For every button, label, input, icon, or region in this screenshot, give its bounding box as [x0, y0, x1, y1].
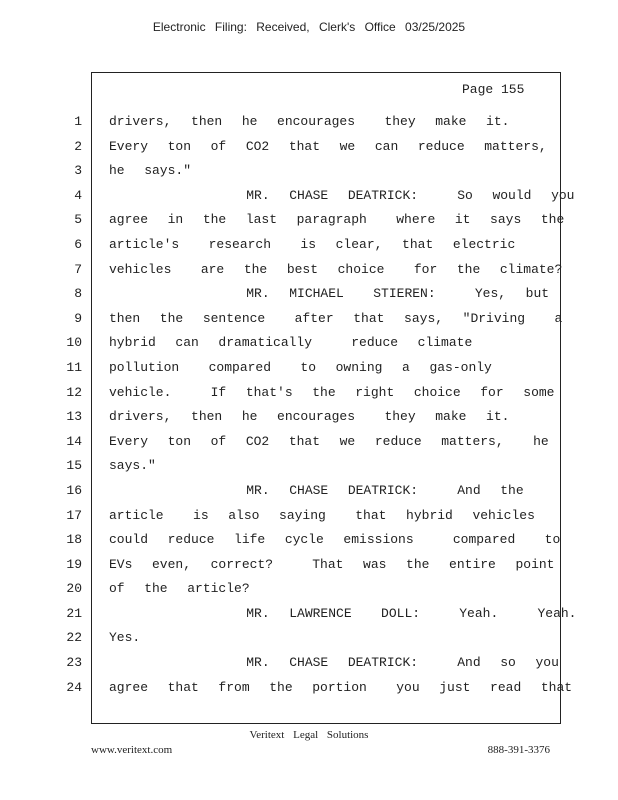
line-number: 18: [66, 532, 82, 548]
line-text: vehicles are the best choice for the climate?: [109, 261, 563, 277]
transcript-line: [0, 282, 618, 307]
transcript-line: [0, 602, 618, 627]
transcript-line: [0, 307, 618, 332]
transcript-line: [0, 454, 618, 479]
line-text: MR. CHASE DEATRICK: And so you: [109, 655, 559, 671]
transcript-line: [0, 233, 618, 258]
transcript-body: [0, 110, 618, 700]
transcript-line: [0, 504, 618, 529]
transcript-line: [0, 381, 618, 406]
line-text: Yes.: [109, 630, 141, 646]
line-number: 7: [74, 261, 82, 277]
transcript-line: [0, 577, 618, 602]
line-number: 2: [74, 138, 82, 154]
transcript-line: [0, 430, 618, 455]
transcript-line: [0, 676, 618, 701]
transcript-line: [0, 479, 618, 504]
line-text: article is also saying that hybrid vehicles: [109, 507, 535, 523]
line-number: 10: [66, 335, 82, 351]
line-number: 16: [66, 482, 82, 498]
line-text: he says.": [109, 163, 192, 179]
line-text: article's research is clear, that electric: [109, 236, 516, 252]
line-number: 1: [74, 114, 82, 129]
transcript-line: [0, 135, 618, 160]
line-text: agree that from the portion you just read that: [109, 679, 573, 695]
line-text: MR. LAWRENCE DOLL: Yeah. Yeah.: [109, 605, 577, 621]
line-text: MR. MICHAEL STIEREN: Yes, but: [109, 286, 550, 302]
line-text: pollution compared to owning a gas-only: [109, 359, 492, 375]
line-number: 22: [66, 630, 82, 646]
footer-company-name: Veritext Legal Solutions: [249, 729, 369, 741]
line-number: 8: [74, 286, 82, 302]
line-text: hybrid can dramatically reduce climate: [109, 335, 473, 351]
line-text: of the article?: [109, 581, 250, 597]
footer-phone-number: 888-391-3376: [487, 744, 550, 756]
line-text: MR. CHASE DEATRICK: So would you: [109, 187, 575, 203]
transcript-line: [0, 184, 618, 209]
transcript-line: [0, 528, 618, 553]
line-text: MR. CHASE DEATRICK: And the: [109, 482, 524, 498]
transcript-line: [0, 651, 618, 676]
line-text: drivers, then he encourages they make it.: [109, 409, 510, 425]
line-text: Every ton of CO2 that we reduce matters, he: [109, 433, 549, 449]
line-text: then the sentence after that says, "Driving a: [109, 310, 563, 326]
line-number: 3: [74, 163, 82, 179]
line-text: drivers, then he encourages they make it.: [109, 114, 510, 129]
transcript-line: [0, 405, 618, 430]
line-text: Every ton of CO2 that we can reduce matters,: [109, 138, 547, 154]
line-text: EVs even, correct? That was the entire point: [109, 556, 555, 572]
line-number: 9: [74, 310, 82, 326]
line-number: 21: [66, 605, 82, 621]
line-number: 24: [66, 679, 82, 695]
line-number: 4: [74, 187, 82, 203]
line-number: 14: [66, 433, 82, 449]
filing-stamp-header: Electronic Filing: Received, Clerk's Office 03/25/2025: [152, 20, 466, 34]
line-text: says.": [109, 458, 156, 474]
line-number: 15: [66, 458, 82, 474]
line-number: 5: [74, 212, 82, 228]
transcript-line: [0, 159, 618, 184]
line-number: 13: [66, 409, 82, 425]
transcript-line: [0, 626, 618, 651]
transcript-line: [0, 208, 618, 233]
line-number: 23: [66, 655, 82, 671]
transcript-line: [0, 331, 618, 356]
page-number: Page 155: [462, 82, 525, 97]
transcript-line: [0, 553, 618, 578]
line-text: could reduce life cycle emissions compared to: [109, 532, 561, 548]
line-text: vehicle. If that's the right choice for some: [109, 384, 555, 400]
transcript-line: [0, 258, 618, 283]
line-number: 17: [66, 507, 82, 523]
footer-website-link[interactable]: www.veritext.com: [91, 744, 173, 756]
transcript-line: [0, 110, 618, 135]
line-text: agree in the last paragraph where it says the: [109, 212, 565, 228]
line-number: 20: [66, 581, 82, 597]
line-number: 19: [66, 556, 82, 572]
line-number: 11: [66, 359, 82, 375]
transcript-line: [0, 356, 618, 381]
line-number: 12: [66, 384, 82, 400]
line-number: 6: [74, 236, 82, 252]
